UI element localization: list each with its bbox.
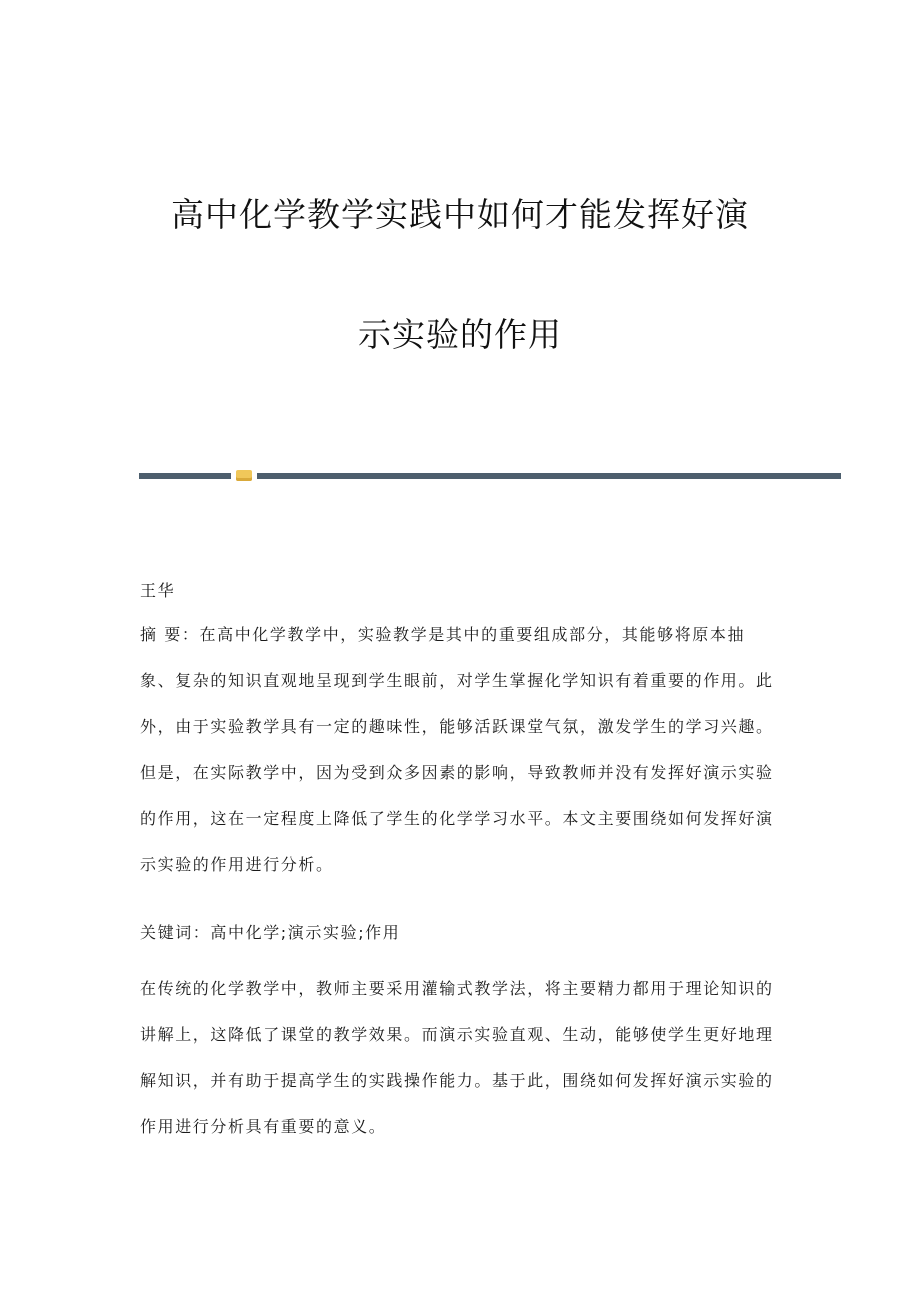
author-name: 王华 — [140, 581, 176, 600]
divider-mark-icon — [236, 470, 252, 481]
document-title-line-1: 高中化学教学实践中如何才能发挥好演 — [171, 195, 749, 234]
divider-bar-left — [139, 473, 231, 479]
title-divider — [139, 470, 841, 480]
abstract — [140, 612, 780, 888]
abstract-label: 摘 要： — [140, 625, 200, 644]
keywords: 关键词：高中化学;演示实验;作用 — [140, 923, 401, 942]
body-paragraph: 在传统的化学教学中，教师主要采用灌输式教学法，将主要精力都用于理论知识的讲解上，这降低了课堂的教学效果。而演示实验直观、生动，能够使学生更好地理解知识，并有助于提高学生的实践操作能力。基于此，围绕如何发挥好演示实验的作用进行分析具有重要的意义。 — [140, 979, 774, 1136]
document-title-line-2: 示实验的作用 — [358, 315, 562, 354]
abstract-text: 在高中化学教学中，实验教学是其中的重要组成部分，其能够将原本抽象、复杂的知识直观地呈现到学生眼前，对学生掌握化学知识有着重要的作用。此外，由于实验教学具有一定的趣味性，能够活跃课堂气氛，激发学生的学习兴趣。但是，在实际教学中，因为受到众多因素的影响，导致教师并没有发挥好演示实验的作用，这在一定程度上降低了学生的化学学习水平。本文主要围绕如何发挥好演示实验的作用进行分析。 — [140, 625, 774, 874]
divider-bar-right — [257, 473, 841, 479]
